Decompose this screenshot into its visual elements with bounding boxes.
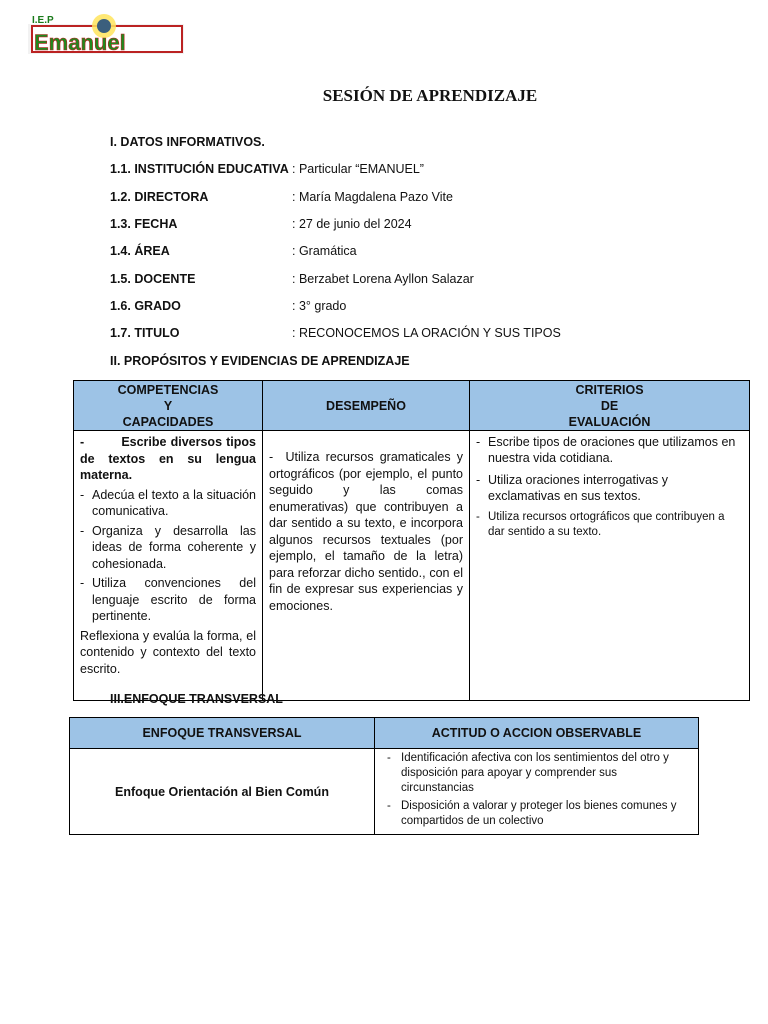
dato-value: : RECONOCEMOS LA ORACIÓN Y SUS TIPOS (292, 326, 561, 340)
dato-label: 1.5. DOCENTE (110, 272, 196, 286)
list-item: - Adecúa el texto a la situación comunicativa. (80, 487, 256, 520)
desempeno-cell (263, 431, 470, 701)
dato-row (110, 299, 346, 313)
propositos-table (73, 380, 750, 701)
desempeno-label: Utiliza recursos gramaticales y ortográficos (por ejemplo, el punto seguido y las comas enumerativas) que contribuyen a dar sentido a su texto, e incorpora algunos recursos textuales (por ejemplo, el tamaño de la letra) para reforzar dicho sentido., con el fin de expresar sus experiencias y emociones. (269, 450, 463, 613)
enfoque-cell: Enfoque Orientación al Bien Común (70, 749, 375, 835)
dato-value: : 3° grado (292, 299, 347, 313)
logo-top-text: I.E.P (32, 15, 54, 26)
dato-value: : Gramática (292, 244, 357, 258)
reflexiona-text: Reflexiona y evalúa la forma, el contenido y contexto del texto escrito. (80, 628, 256, 676)
competencias-cell (74, 431, 263, 701)
criterios-list (476, 434, 743, 540)
dato-row (110, 272, 474, 286)
list-item: - Utiliza convenciones del lenguaje escrito de forma pertinente. (80, 575, 256, 625)
dato-value: : Berzabet Lorena Ayllon Salazar (292, 272, 474, 286)
dato-label: 1.1. INSTITUCIÓN EDUCATIVA (110, 162, 289, 176)
dato-value: : María Magdalena Pazo Vite (292, 190, 453, 204)
acciones-cell (375, 749, 699, 835)
header-enfoque: ENFOQUE TRANSVERSAL (70, 718, 375, 749)
dato-row (110, 326, 561, 340)
criterios-cell (470, 431, 750, 701)
dato-label: 1.2. DIRECTORA (110, 190, 209, 204)
section-propositos-title: II. PROPÓSITOS Y EVIDENCIAS DE APRENDIZAJE (110, 354, 410, 368)
header-actitud: ACTITUD O ACCION OBSERVABLE (375, 718, 699, 749)
header-desempeno: DESEMPEÑO (263, 381, 470, 431)
header-criterios (470, 381, 750, 431)
dato-row (110, 244, 357, 258)
dato-label: 1.6. GRADO (110, 299, 181, 313)
desempeno-text: - Utiliza recursos gramaticales y ortográficos (por ejemplo, el punto seguido y las comas enumerativas) que contribuyen a dar sentido a su texto, e incorpora algunos recursos textuales (por ejemplo, el tamaño de la letra) para reforzar dicho sentido., con el fin de expresar sus experiencias y emociones. (269, 450, 463, 613)
competencia-text: - Escribe diversos tipos de textos en su lengua materna. (80, 435, 257, 482)
dato-row (110, 190, 453, 204)
competencia-label: Escribe diversos tipos de textos en su lengua materna. (80, 435, 257, 482)
acciones-list (381, 751, 692, 829)
list-item: - Utiliza recursos ortográficos que contribuyen a dar sentido a su texto. (476, 510, 743, 540)
list-item: - Disposición a valorar y proteger los bienes comunes y compartidos de un colectivo (387, 799, 692, 829)
capacidades-list (80, 487, 256, 625)
list-item: - Escribe tipos de oraciones que utilizamos en nuestra vida cotidiana. (476, 434, 743, 466)
list-item: - Utiliza oraciones interrogativas y exclamativas en sus textos. (476, 472, 743, 504)
header-line: EVALUACIÓN (568, 414, 651, 429)
dato-value: : Particular “EMANUEL” (292, 162, 424, 176)
header-line: CRITERIOS (575, 382, 644, 397)
list-item: - Organiza y desarrolla las ideas de forma coherente y cohesionada. (80, 523, 256, 573)
school-logo (26, 14, 186, 58)
list-item: - Identificación afectiva con los sentimientos del otro y disposición para apoyar y comprender sus circunstancias (387, 751, 692, 796)
dato-row (110, 162, 424, 176)
header-line: CAPACIDADES (122, 414, 214, 429)
header-line: Y (163, 398, 173, 413)
page-title: SESIÓN DE APRENDIZAJE (322, 86, 538, 105)
section-datos-title: I. DATOS INFORMATIVOS. (110, 135, 265, 149)
dato-row (110, 217, 412, 231)
dato-value: : 27 de junio del 2024 (292, 217, 412, 231)
dato-label: 1.4. ÁREA (110, 244, 170, 258)
dato-label: 1.7. TITULO (110, 326, 180, 340)
section-enfoque-title: III.ENFOQUE TRANSVERSAL (110, 692, 283, 706)
header-line: DE (600, 398, 619, 413)
enfoque-table (69, 717, 699, 835)
dato-label: 1.3. FECHA (110, 217, 178, 231)
header-competencias (74, 381, 263, 431)
header-line: COMPETENCIAS (117, 382, 219, 397)
logo-main-text: Emanuel (34, 30, 126, 55)
